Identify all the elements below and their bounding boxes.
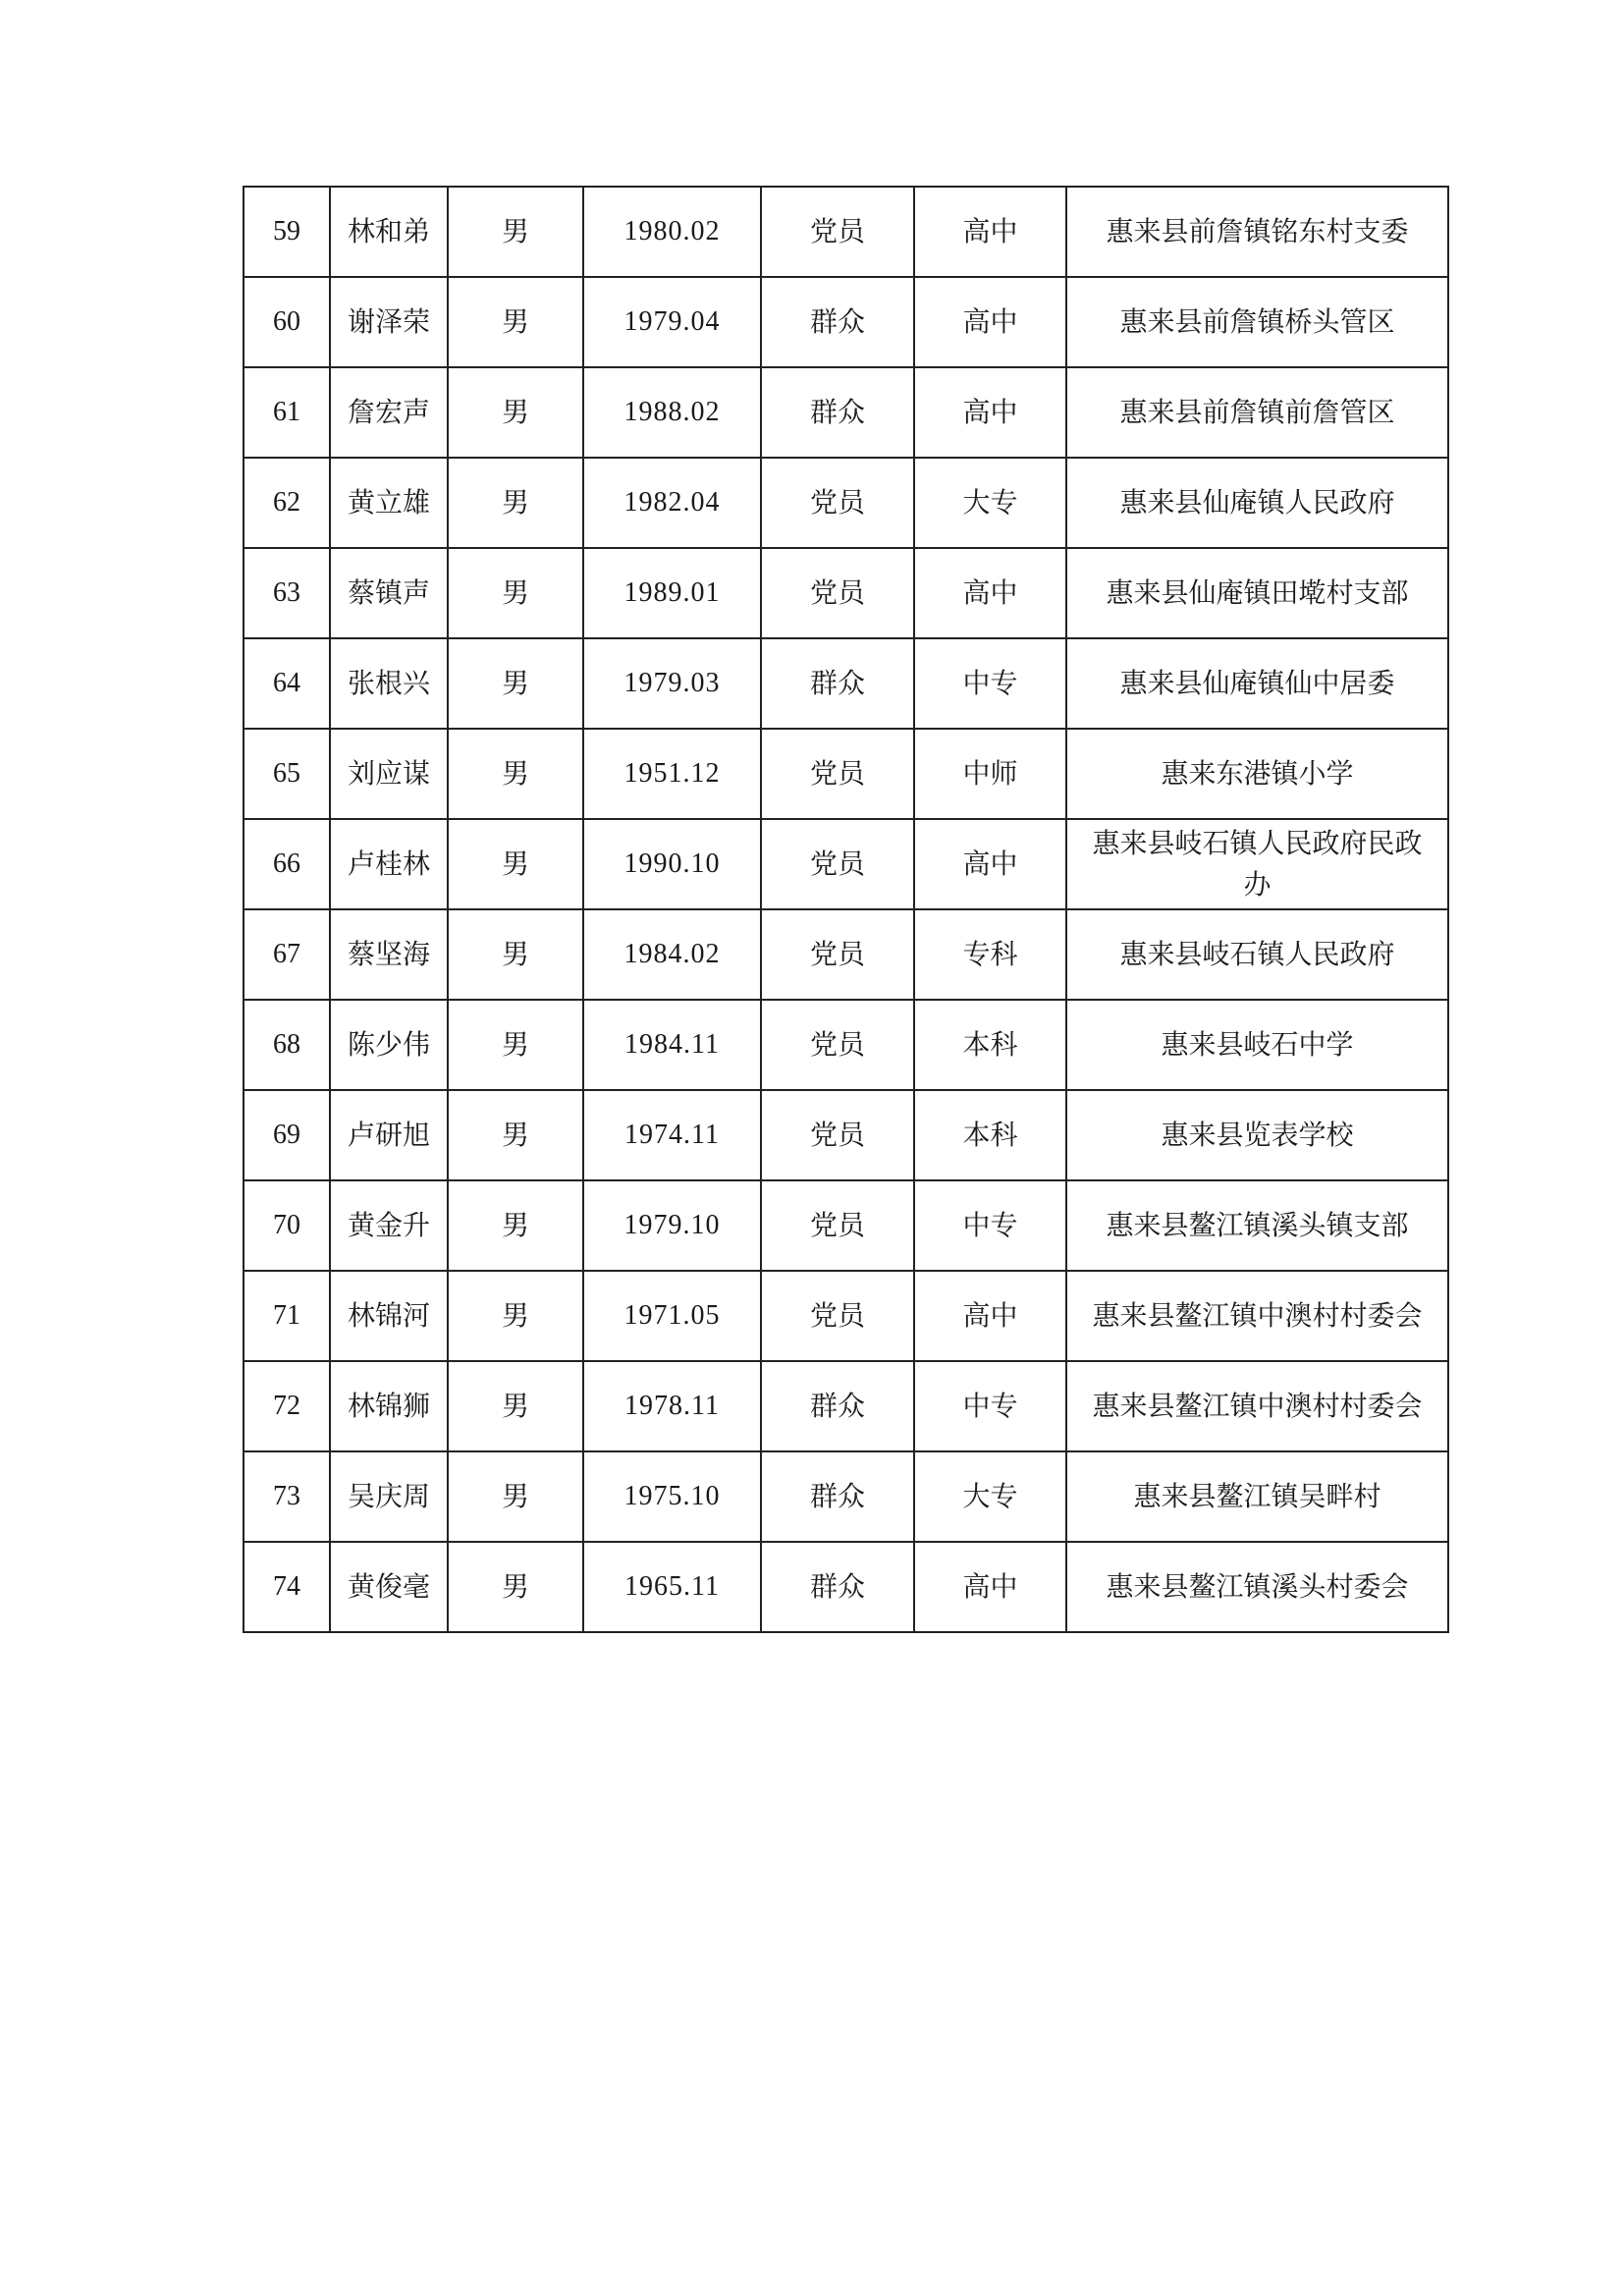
gender: 男 (448, 548, 583, 638)
person-name: 詹宏声 (330, 367, 448, 458)
education-level: 中专 (914, 1180, 1066, 1271)
political-status: 群众 (761, 1542, 914, 1632)
gender: 男 (448, 819, 583, 909)
gender: 男 (448, 1542, 583, 1632)
row-number: 64 (244, 638, 330, 729)
education-level: 高中 (914, 819, 1066, 909)
gender: 男 (448, 1000, 583, 1090)
table-row (244, 548, 1448, 638)
roster-table-body (244, 187, 1448, 1632)
birth-date: 1984.02 (583, 909, 761, 1000)
education-level: 中专 (914, 638, 1066, 729)
education-level: 高中 (914, 277, 1066, 367)
birth-date: 1990.10 (583, 819, 761, 909)
work-unit: 惠来县鳌江镇溪头村委会 (1066, 1542, 1448, 1632)
table-row (244, 1000, 1448, 1090)
work-unit: 惠来县鳌江镇吴畔村 (1066, 1451, 1448, 1542)
political-status: 群众 (761, 638, 914, 729)
row-number: 62 (244, 458, 330, 548)
table-row (244, 1361, 1448, 1451)
work-unit: 惠来县仙庵镇人民政府 (1066, 458, 1448, 548)
gender: 男 (448, 1451, 583, 1542)
education-level: 专科 (914, 909, 1066, 1000)
person-name: 张根兴 (330, 638, 448, 729)
gender: 男 (448, 1180, 583, 1271)
education-level: 本科 (914, 1090, 1066, 1180)
gender: 男 (448, 277, 583, 367)
table-row (244, 819, 1448, 909)
birth-date: 1971.05 (583, 1271, 761, 1361)
political-status: 群众 (761, 277, 914, 367)
person-name: 林锦狮 (330, 1361, 448, 1451)
row-number: 68 (244, 1000, 330, 1090)
birth-date: 1965.11 (583, 1542, 761, 1632)
person-name: 刘应谋 (330, 729, 448, 819)
birth-date: 1984.11 (583, 1000, 761, 1090)
birth-date: 1988.02 (583, 367, 761, 458)
row-number: 74 (244, 1542, 330, 1632)
person-name: 陈少伟 (330, 1000, 448, 1090)
political-status: 党员 (761, 1271, 914, 1361)
gender: 男 (448, 1361, 583, 1451)
birth-date: 1979.10 (583, 1180, 761, 1271)
gender: 男 (448, 909, 583, 1000)
political-status: 党员 (761, 1000, 914, 1090)
education-level: 高中 (914, 367, 1066, 458)
work-unit: 惠来县岐石镇人民政府民政办 (1066, 819, 1448, 909)
work-unit: 惠来县鳌江镇中澳村村委会 (1066, 1361, 1448, 1451)
gender: 男 (448, 729, 583, 819)
row-number: 72 (244, 1361, 330, 1451)
row-number: 61 (244, 367, 330, 458)
gender: 男 (448, 367, 583, 458)
person-name: 黄立雄 (330, 458, 448, 548)
political-status: 群众 (761, 1361, 914, 1451)
work-unit: 惠来县览表学校 (1066, 1090, 1448, 1180)
gender: 男 (448, 1090, 583, 1180)
person-name: 黄俊毫 (330, 1542, 448, 1632)
row-number: 60 (244, 277, 330, 367)
person-name: 卢桂林 (330, 819, 448, 909)
table-row (244, 1271, 1448, 1361)
education-level: 中师 (914, 729, 1066, 819)
birth-date: 1980.02 (583, 187, 761, 277)
education-level: 高中 (914, 187, 1066, 277)
education-level: 高中 (914, 1271, 1066, 1361)
gender: 男 (448, 458, 583, 548)
work-unit: 惠来县鳌江镇中澳村村委会 (1066, 1271, 1448, 1361)
work-unit: 惠来县岐石镇人民政府 (1066, 909, 1448, 1000)
person-name: 卢研旭 (330, 1090, 448, 1180)
table-row (244, 187, 1448, 277)
work-unit: 惠来县仙庵镇田墘村支部 (1066, 548, 1448, 638)
table-row (244, 458, 1448, 548)
political-status: 群众 (761, 1451, 914, 1542)
birth-date: 1974.11 (583, 1090, 761, 1180)
work-unit: 惠来县仙庵镇仙中居委 (1066, 638, 1448, 729)
person-name: 林锦河 (330, 1271, 448, 1361)
birth-date: 1982.04 (583, 458, 761, 548)
birth-date: 1989.01 (583, 548, 761, 638)
person-name: 蔡坚海 (330, 909, 448, 1000)
birth-date: 1979.03 (583, 638, 761, 729)
work-unit: 惠来县前詹镇桥头管区 (1066, 277, 1448, 367)
row-number: 73 (244, 1451, 330, 1542)
birth-date: 1951.12 (583, 729, 761, 819)
work-unit: 惠来东港镇小学 (1066, 729, 1448, 819)
political-status: 党员 (761, 909, 914, 1000)
row-number: 63 (244, 548, 330, 638)
person-name: 谢泽荣 (330, 277, 448, 367)
row-number: 67 (244, 909, 330, 1000)
table-row (244, 277, 1448, 367)
work-unit: 惠来县前詹镇铭东村支委 (1066, 187, 1448, 277)
education-level: 高中 (914, 1542, 1066, 1632)
birth-date: 1978.11 (583, 1361, 761, 1451)
political-status: 党员 (761, 1180, 914, 1271)
roster-table (243, 186, 1449, 1633)
political-status: 党员 (761, 458, 914, 548)
gender: 男 (448, 638, 583, 729)
table-row (244, 1180, 1448, 1271)
education-level: 大专 (914, 1451, 1066, 1542)
political-status: 党员 (761, 187, 914, 277)
row-number: 69 (244, 1090, 330, 1180)
work-unit: 惠来县前詹镇前詹管区 (1066, 367, 1448, 458)
table-row (244, 367, 1448, 458)
table-row (244, 729, 1448, 819)
work-unit: 惠来县岐石中学 (1066, 1000, 1448, 1090)
political-status: 党员 (761, 819, 914, 909)
row-number: 65 (244, 729, 330, 819)
row-number: 66 (244, 819, 330, 909)
person-name: 蔡镇声 (330, 548, 448, 638)
work-unit: 惠来县鳌江镇溪头镇支部 (1066, 1180, 1448, 1271)
table-row (244, 1090, 1448, 1180)
political-status: 党员 (761, 548, 914, 638)
person-name: 黄金升 (330, 1180, 448, 1271)
education-level: 本科 (914, 1000, 1066, 1090)
political-status: 群众 (761, 367, 914, 458)
gender: 男 (448, 1271, 583, 1361)
education-level: 高中 (914, 548, 1066, 638)
table-row (244, 909, 1448, 1000)
gender: 男 (448, 187, 583, 277)
birth-date: 1975.10 (583, 1451, 761, 1542)
birth-date: 1979.04 (583, 277, 761, 367)
education-level: 中专 (914, 1361, 1066, 1451)
person-name: 林和弟 (330, 187, 448, 277)
table-row (244, 638, 1448, 729)
person-name: 吴庆周 (330, 1451, 448, 1542)
row-number: 59 (244, 187, 330, 277)
political-status: 党员 (761, 1090, 914, 1180)
row-number: 71 (244, 1271, 330, 1361)
political-status: 党员 (761, 729, 914, 819)
table-row (244, 1542, 1448, 1632)
education-level: 大专 (914, 458, 1066, 548)
table-row (244, 1451, 1448, 1542)
row-number: 70 (244, 1180, 330, 1271)
